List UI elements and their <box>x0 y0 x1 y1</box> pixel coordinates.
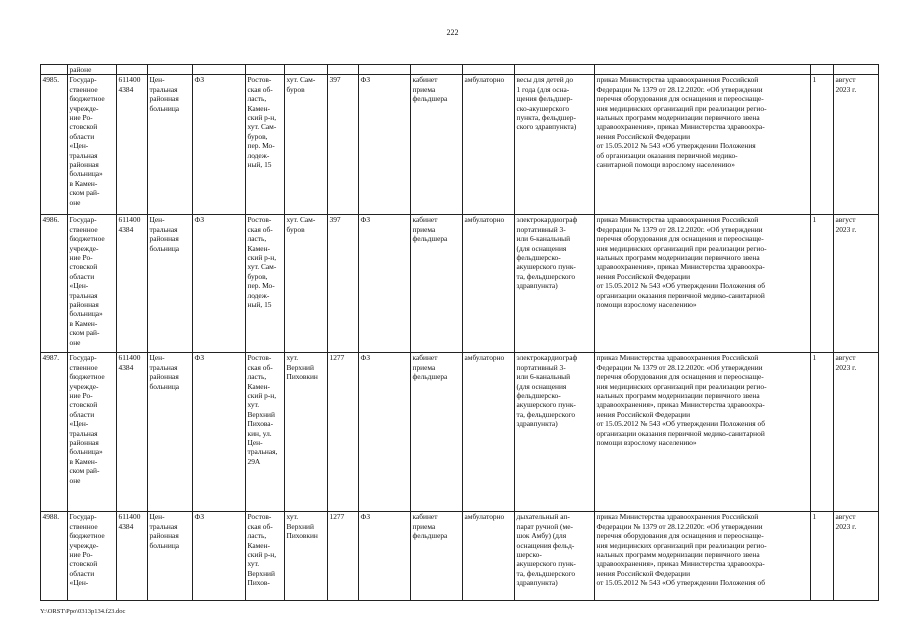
short-name-cell: Цен- тральная районная больница <box>148 75 193 215</box>
row-number: 4987. <box>41 353 68 512</box>
equipment-cell: электрокардиограф портативный 3- или 6-канальный (для оснащения фельдшерско- акушерского пунк- та, фельдшерского здравпункта) <box>515 215 595 353</box>
fz-cell: ФЗ <box>193 215 246 353</box>
fz-cell-2: ФЗ <box>359 215 411 353</box>
page-number: 222 <box>446 28 459 37</box>
population-cell: 1277 <box>328 512 359 601</box>
code-cell: 611400 4384 <box>117 75 148 215</box>
population-cell: 1277 <box>328 353 359 512</box>
organization-cell: Государ- ственное бюджетное учрежде- ние Ро- стовской области «Цен- тральная районная больница» в Камен- ском рай- оне <box>68 215 117 353</box>
room-cell: кабинет приема фельдшера <box>411 512 463 601</box>
quantity-cell: 1 <box>811 353 834 512</box>
equipment-table <box>40 64 879 601</box>
room-cell: кабинет приема фельдшера <box>411 215 463 353</box>
organization-cell: Государ- ственное бюджетное учрежде- ние Ро- стовской области «Цен- тральная районная больница» в Камен- ском рай- оне <box>68 353 117 512</box>
code-cell: 611400 4384 <box>117 353 148 512</box>
care-type-cell: амбулаторно <box>463 215 515 353</box>
table-row <box>41 353 879 512</box>
fz-cell: ФЗ <box>193 75 246 215</box>
quantity-cell: 1 <box>811 512 834 601</box>
equipment-cell: дыхательный ап- парат ручной (ме- шок Амбу) (для оснащения фельд- шерско- акушерского пунк- та, фельдшерского здравпункта) <box>515 512 595 601</box>
basis-cell: приказ Министерства здравоохранения Российской Федерации № 1379 от 28.12.2020г. «Об утверждении перечня оборудования для оснащения и переоснаще- ния медицинских организаций при реализации регио- нальных программ модернизации первичного звена здравоохранения», приказ Министерства здравоохра- нения Российской Федерации от 15.05.2012 № 543 «Об утверждении Положения об <box>595 512 811 601</box>
org-fragment-cell: районе <box>68 65 117 75</box>
table-row <box>41 512 879 601</box>
fz-cell: ФЗ <box>193 512 246 601</box>
population-cell: 397 <box>328 75 359 215</box>
address-cell: Ростов- ская об- ласть, Камен- ский р-н, хут. Верхний Пихова- кин, ул. Цен- тральная, 29А <box>246 353 285 512</box>
fz-cell-2: ФЗ <box>359 75 411 215</box>
table-row <box>41 215 879 353</box>
basis-cell: приказ Министерства здравоохранения Российской Федерации № 1379 от 28.12.2020г. «Об утверждении перечня оборудования для оснащения и переоснаще- ния медицинских организаций при реализации регио- нальных программ модернизации первичного звена здравоохранения», приказ Министерства здравоохра- нения Российской Федерации от 15.05.2012 № 543 «Об утверждении Положения об организации оказания первичной медико- санитарной помощи взрослому населению» <box>595 75 811 215</box>
locality-cell: хут. Верхний Пиховкин <box>285 512 328 601</box>
address-cell: Ростов- ская об- ласть, Камен- ский р-н, хут. Верхний Пихов- <box>246 512 285 601</box>
fz-cell-2: ФЗ <box>359 353 411 512</box>
address-cell: Ростов- ская об- ласть, Камен- ский р-н, хут. Сам- буров, пер. Мо- лодеж- ный, 15 <box>246 215 285 353</box>
table-row-fragment <box>41 65 879 75</box>
date-cell: август 2023 г. <box>834 512 879 601</box>
date-cell: август 2023 г. <box>834 75 879 215</box>
code-cell: 611400 4384 <box>117 215 148 353</box>
basis-cell: приказ Министерства здравоохранения Российской Федерации № 1379 от 28.12.2020г. «Об утверждении перечня оборудования для оснащения и переоснаще- ния медицинских организаций при реализации регио- нальных программ модернизации первичного звена здравоохранения», приказ Министерства здравоохра- нения Российской Федерации от 15.05.2012 № 543 «Об утверждении Положения об организации оказания первичной медико-санитарной помощи взрослому населению» <box>595 353 811 512</box>
footer-file-path: Y:\ORST\Ppo\0313p134.f23.doc <box>40 608 126 615</box>
table-row <box>41 75 879 215</box>
code-cell: 611400 4384 <box>117 512 148 601</box>
row-number: 4988. <box>41 512 68 601</box>
locality-cell: хут. Верхний Пиховкин <box>285 353 328 512</box>
short-name-cell: Цен- тральная районная больница <box>148 215 193 353</box>
equipment-cell: электрокардиограф портативный 3- или 6-канальный (для оснащения фельдшерско- акушерского пунк- та, фельдшерского здравпункта) <box>515 353 595 512</box>
basis-cell: приказ Министерства здравоохранения Российской Федерации № 1379 от 28.12.2020г. «Об утверждении перечня оборудования для оснащения и переоснаще- ния медицинских организаций при реализации регио- нальных программ модернизации первичного звена здравоохранения», приказ Министерства здравоохра- нения Российской Федерации от 15.05.2012 № 543 «Об утверждении Положения об организации оказания первичной медико-санитарной помощи взрослому населению» <box>595 215 811 353</box>
care-type-cell: амбулаторно <box>463 353 515 512</box>
room-cell: кабинет приема фельдшера <box>411 75 463 215</box>
equipment-cell: весы для детей до 1 года (для осна- щения фельдшер- ско-акушерского пункта, фельдшер- ского здравпункта) <box>515 75 595 215</box>
address-cell: Ростов- ская об- ласть, Камен- ский р-н, хут. Сам- буров, пер. Мо- лодеж- ный, 15 <box>246 75 285 215</box>
short-name-cell: Цен- тральная районная больница <box>148 353 193 512</box>
care-type-cell: амбулаторно <box>463 75 515 215</box>
fz-cell: ФЗ <box>193 353 246 512</box>
fz-cell-2: ФЗ <box>359 512 411 601</box>
date-cell: август 2023 г. <box>834 353 879 512</box>
locality-cell: хут. Сам- буров <box>285 215 328 353</box>
population-cell: 397 <box>328 215 359 353</box>
short-name-cell: Цен- тральная районная больница <box>148 512 193 601</box>
quantity-cell: 1 <box>811 75 834 215</box>
locality-cell: хут. Сам- буров <box>285 75 328 215</box>
care-type-cell: амбулаторно <box>463 512 515 601</box>
row-number: 4986. <box>41 215 68 353</box>
room-cell: кабинет приема фельдшера <box>411 353 463 512</box>
row-number: 4985. <box>41 75 68 215</box>
date-cell: август 2023 г. <box>834 215 879 353</box>
organization-cell: Государ- ственное бюджетное учрежде- ние Ро- стовской области «Цен- <box>68 512 117 601</box>
quantity-cell: 1 <box>811 215 834 353</box>
organization-cell: Государ- ственное бюджетное учрежде- ние Ро- стовской области «Цен- тральная районная больница» в Камен- ском рай- оне <box>68 75 117 215</box>
